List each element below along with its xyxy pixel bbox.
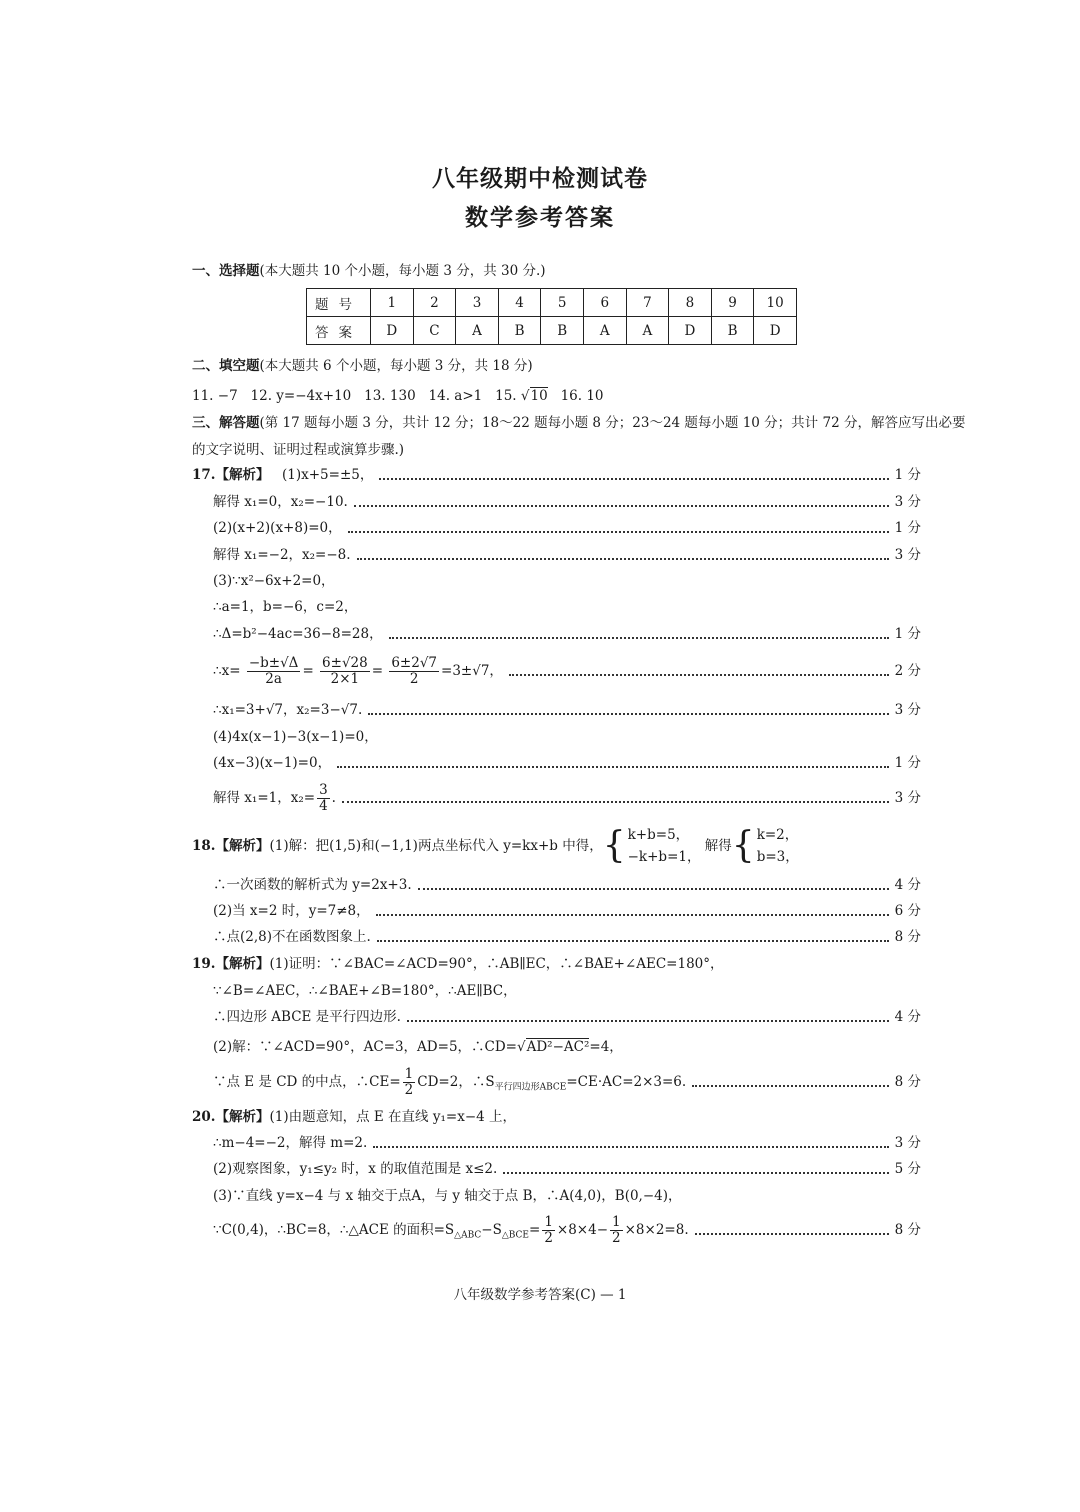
fraction: $\frac{1}{2}$	[612, 1213, 621, 1246]
fraction: $\frac{3}{4}$	[319, 781, 328, 814]
table-cell: 3	[456, 289, 499, 317]
table-row	[307, 317, 797, 345]
table-cell: A	[583, 317, 626, 345]
q17-line: ∴a=1，b=−6，c=2，	[213, 599, 358, 615]
q17-line: ∴x₁=3+√7，x₂=3−√7. 3 分	[213, 702, 921, 718]
q17-line: 解得 x₁=0，x₂=−10. 3 分	[213, 494, 921, 510]
section-3-heading: 三、解答题(第 17 题每小题 3 分，共计 12 分；18～22 题每小题 8 分；23～24 题每小题 10 分；共计 72 分，解答应写出必要	[192, 415, 966, 431]
table-cell: 2	[413, 289, 456, 317]
q19-line: ∵点 E 是 CD 的中点，∴CE= $\frac{1}{2}$ CD=2，$\therefore S_{平行四边形ABCE}=CE\cdot AC=2\times 3=6$. 8 分	[213, 1065, 921, 1098]
table-cell: D	[669, 317, 712, 345]
table-cell: B	[541, 317, 584, 345]
table-cell: 8	[669, 289, 712, 317]
section-2-heading: 二、填空题(本大题共 6 个小题，每小题 3 分，共 18 分)	[192, 358, 533, 374]
page-footer: 八年级数学参考答案(C) — 1	[453, 1287, 627, 1303]
table-cell: D	[754, 317, 797, 345]
table-cell: D	[371, 317, 414, 345]
table-cell: B	[498, 317, 541, 345]
q18-line: (2)当 x=2 时，y=7≠8， 6 分	[213, 903, 921, 919]
table-cell: 1	[371, 289, 414, 317]
fraction: $\frac{-b\pm√\Delta}{2a}$	[248, 654, 299, 687]
section-3-note: 的文字说明、证明过程或演算步骤.)	[192, 442, 405, 458]
q19-line: (2)解：∵∠ACD=90°，AC=3，AD=5，∴CD=√AD²−AC²=4，	[213, 1039, 623, 1055]
q20-line: (3)∵直线 y=x−4 与 x 轴交于点A，与 y 轴交于点 B，∴A(4,0)，B(0,−4)，	[213, 1188, 682, 1204]
doc-subtitle: 数学参考答案	[465, 204, 615, 231]
fraction: $\frac{1}{2}$	[544, 1213, 553, 1246]
q17-formula-line: ∴x= $\frac{-b\pm√\Delta}{2a}$ = $\frac{6\pm√28}{2\times 1}$ = $\frac{6\pm 2√7}{2}$ =3±√7， 2 分	[213, 654, 921, 687]
table-row-label: 题号	[307, 289, 371, 317]
equation-system: { k+b=5， −k+b=1，	[602, 825, 701, 866]
q19-line: ∴四边形 ABCE 是平行四边形. 4 分	[213, 1009, 921, 1025]
answer-table	[306, 288, 797, 345]
table-cell: 9	[711, 289, 754, 317]
table-cell: A	[456, 317, 499, 345]
section-1-heading: 一、选择题(本大题共 10 个小题，每小题 3 分，共 30 分.)	[192, 263, 546, 279]
table-cell: 4	[498, 289, 541, 317]
table-row	[307, 289, 797, 317]
q17-tag: 17.【解析】	[192, 467, 270, 483]
q17-line: (1)x+5=±5， 1 分	[282, 467, 921, 483]
q20-line: ∴m−4=−2，解得 m=2. 3 分	[213, 1135, 921, 1151]
table-cell: B	[711, 317, 754, 345]
q20-line: ∵C(0,4)，∴BC=8，∴△ACE 的面积$=S_{\triangle ABC}-S_{\triangle BCE}=$ $\frac{1}{2}$ ×8×4− $\frac{1}{2}$ ×8×2=8. 8 分	[213, 1213, 921, 1246]
q17-line: ∴Δ=b²−4ac=36−8=28， 1 分	[213, 626, 921, 642]
table-row-label: 答案	[307, 317, 371, 345]
q17-line: (4x−3)(x−1)=0， 1 分	[213, 755, 921, 771]
q17-line: (4)4x(x−1)−3(x−1)=0，	[213, 729, 378, 745]
table-cell: 6	[583, 289, 626, 317]
equation-system: { k=2， b=3，	[731, 825, 799, 866]
fraction: $\frac{1}{2}$	[404, 1065, 414, 1098]
q17-line: (2)(x+2)(x+8)=0， 1 分	[213, 520, 921, 536]
q18-line: ∴点(2,8)不在函数图象上. 8 分	[213, 929, 921, 945]
table-cell: 10	[754, 289, 797, 317]
table-cell: 5	[541, 289, 584, 317]
fraction: $\frac{6\pm√28}{2\times 1}$	[322, 654, 368, 687]
fill-answers: 11. −7 12. y=−4x+10 13. 130 14. a>1 15. √10 16. 10	[192, 388, 604, 404]
q20-line: (2)观察图象，y₁≤y₂ 时，x 的取值范围是 x≤2. 5 分	[213, 1161, 921, 1177]
q19-line: ∵∠B=∠AEC，∴∠BAE+∠B=180°，∴AE∥BC，	[213, 983, 517, 999]
q19-line: 19.【解析】(1)证明：∵∠BAC=∠ACD=90°，∴AB∥EC，∴∠BAE+∠AEC=180°，	[192, 956, 724, 972]
table-cell: A	[626, 317, 669, 345]
q18-line: 18.【解析】 (1)解：把(1,5)和(−1,1)两点坐标代入 y=kx+b 中得， { k+b=5， −k+b=1， 解得 { k=2， b=3，	[192, 825, 799, 866]
q18-line: ∴一次函数的解析式为 y=2x+3. 4 分	[213, 877, 921, 893]
q20-line: 20.【解析】(1)由题意知，点 E 在直线 y₁=x−4 上，	[192, 1109, 517, 1125]
table-cell: 7	[626, 289, 669, 317]
fraction: $\frac{6\pm 2√7}{2}$	[391, 654, 438, 687]
q17-line: 解得 x₁=1，x₂= $\frac{3}{4}$ . 3 分	[213, 781, 921, 814]
q17-line: 解得 x₁=−2，x₂=−8. 3 分	[213, 547, 921, 563]
doc-title: 八年级期中检测试卷	[432, 165, 648, 192]
q17-line: (3)∵x²−6x+2=0，	[213, 573, 335, 589]
table-cell: C	[413, 317, 456, 345]
